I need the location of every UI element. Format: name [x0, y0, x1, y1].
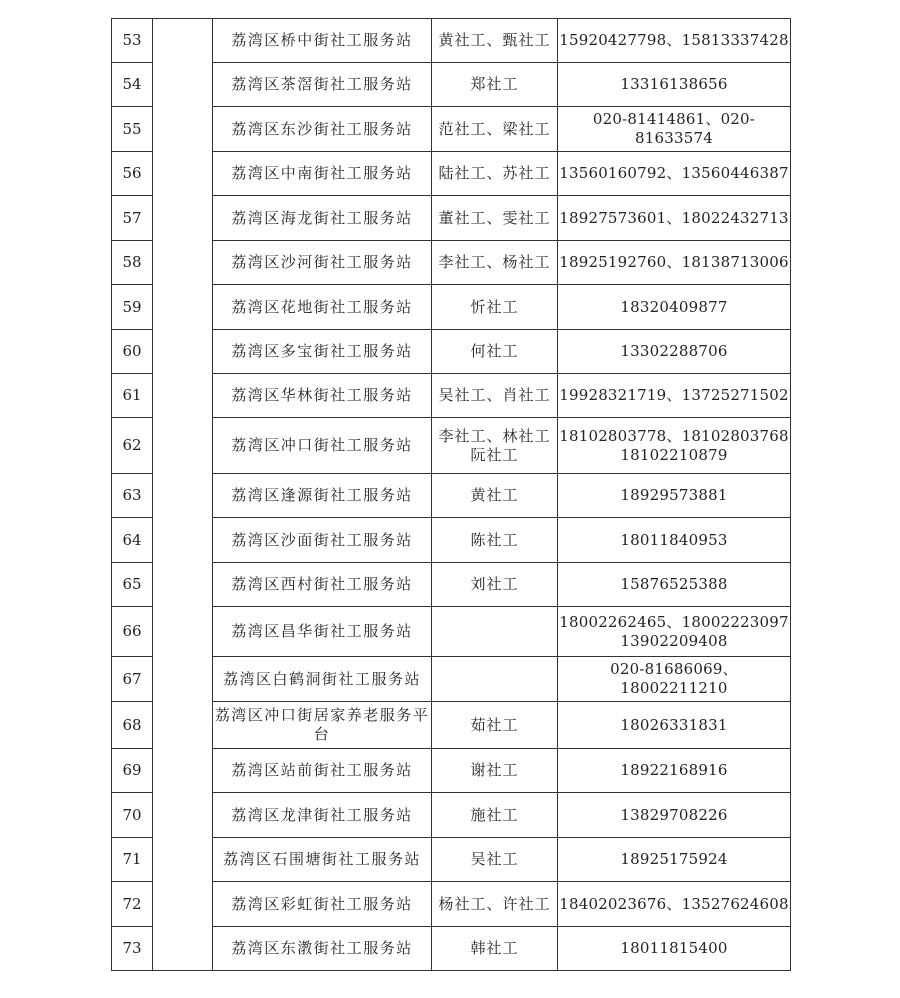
row-number: 58	[112, 241, 153, 285]
contact-phone-line: 18102803778、18102803768	[559, 426, 789, 445]
table-row	[112, 882, 791, 927]
contact-phone: 15920427798、15813337428	[558, 19, 791, 63]
social-worker	[432, 418, 558, 474]
station-name: 荔湾区花地街社工服务站	[213, 285, 432, 330]
station-name: 荔湾区白鹤洞街社工服务站	[213, 657, 432, 702]
table-row	[112, 241, 791, 285]
social-worker: 黄社工、甄社工	[432, 19, 558, 63]
row-number: 63	[112, 474, 153, 518]
row-number: 59	[112, 285, 153, 330]
station-name: 荔湾区东漖街社工服务站	[213, 927, 432, 971]
row-number: 70	[112, 793, 153, 838]
contact-phone: 18927573601、18022432713	[558, 196, 791, 241]
table-row	[112, 563, 791, 607]
social-worker: 吴社工	[432, 838, 558, 882]
social-worker: 陈社工	[432, 518, 558, 563]
social-worker: 何社工	[432, 330, 558, 374]
merged-district-cell	[153, 19, 213, 971]
social-worker: 陆社工、苏社工	[432, 152, 558, 196]
contact-phone: 18402023676、13527624608	[558, 882, 791, 927]
contact-phone: 18925192760、18138713006	[558, 241, 791, 285]
table-row	[112, 702, 791, 749]
row-number: 53	[112, 19, 153, 63]
table-row	[112, 838, 791, 882]
contact-phone: 18026331831	[558, 702, 791, 749]
social-worker: 韩社工	[432, 927, 558, 971]
table-row	[112, 793, 791, 838]
table-row	[112, 518, 791, 563]
social-worker-line: 李社工、林社工	[438, 426, 551, 445]
contact-phone: 18929573881	[558, 474, 791, 518]
contact-phone	[558, 418, 791, 474]
social-worker: 范社工、梁社工	[432, 107, 558, 152]
social-worker: 董社工、雯社工	[432, 196, 558, 241]
row-number: 72	[112, 882, 153, 927]
social-worker: 刘社工	[432, 563, 558, 607]
table-row	[112, 657, 791, 702]
table-row	[112, 927, 791, 971]
station-name: 荔湾区逢源街社工服务站	[213, 474, 432, 518]
social-worker: 茹社工	[432, 702, 558, 749]
social-worker: 杨社工、许社工	[432, 882, 558, 927]
social-worker: 郑社工	[432, 63, 558, 107]
station-name-line: 荔湾区冲口街居家养老服务平	[214, 706, 430, 724]
contact-phone: 18925175924	[558, 838, 791, 882]
social-work-station-table	[111, 18, 791, 971]
station-name-line: 台	[313, 725, 331, 743]
station-name: 荔湾区昌华街社工服务站	[213, 607, 432, 657]
station-name: 荔湾区华林街社工服务站	[213, 374, 432, 418]
table-row	[112, 374, 791, 418]
row-number: 64	[112, 518, 153, 563]
row-number: 66	[112, 607, 153, 657]
station-name: 荔湾区石围塘街社工服务站	[213, 838, 432, 882]
contact-phone	[558, 607, 791, 657]
contact-phone: 13560160792、13560446387	[558, 152, 791, 196]
station-name: 荔湾区桥中街社工服务站	[213, 19, 432, 63]
station-name: 荔湾区站前街社工服务站	[213, 749, 432, 793]
row-number: 56	[112, 152, 153, 196]
contact-phone-line: 13902209408	[620, 631, 728, 650]
social-worker: 谢社工	[432, 749, 558, 793]
row-number: 67	[112, 657, 153, 702]
social-worker: 忻社工	[432, 285, 558, 330]
row-number: 61	[112, 374, 153, 418]
table-row	[112, 285, 791, 330]
station-name: 荔湾区彩虹街社工服务站	[213, 882, 432, 927]
table-body	[112, 19, 791, 971]
contact-phone: 020-81414861、020-81633574	[558, 107, 791, 152]
table-row	[112, 152, 791, 196]
social-worker: 黄社工	[432, 474, 558, 518]
contact-phone: 020-81686069、18002211210	[558, 657, 791, 702]
contact-phone: 18922168916	[558, 749, 791, 793]
table-row	[112, 330, 791, 374]
row-number: 71	[112, 838, 153, 882]
station-name: 荔湾区龙津街社工服务站	[213, 793, 432, 838]
row-number: 60	[112, 330, 153, 374]
contact-phone-line: 18002262465、18002223097	[559, 612, 789, 631]
row-number: 65	[112, 563, 153, 607]
table-row	[112, 474, 791, 518]
row-number: 73	[112, 927, 153, 971]
row-number: 54	[112, 63, 153, 107]
row-number: 68	[112, 702, 153, 749]
station-name: 荔湾区多宝街社工服务站	[213, 330, 432, 374]
station-name: 荔湾区茶滘街社工服务站	[213, 63, 432, 107]
row-number: 55	[112, 107, 153, 152]
contact-phone: 13829708226	[558, 793, 791, 838]
social-worker: 吴社工、肖社工	[432, 374, 558, 418]
social-worker	[432, 607, 558, 657]
table-row	[112, 418, 791, 474]
station-name: 荔湾区东沙街社工服务站	[213, 107, 432, 152]
contact-phone-line: 18102210879	[620, 445, 728, 464]
social-worker-line: 阮社工	[470, 445, 519, 464]
station-name: 荔湾区沙河街社工服务站	[213, 241, 432, 285]
contact-phone: 19928321719、13725271502	[558, 374, 791, 418]
contact-phone: 13302288706	[558, 330, 791, 374]
table-row	[112, 19, 791, 63]
station-name	[213, 702, 432, 749]
table-row	[112, 107, 791, 152]
row-number: 57	[112, 196, 153, 241]
contact-phone: 18320409877	[558, 285, 791, 330]
social-worker: 李社工、杨社工	[432, 241, 558, 285]
table-row	[112, 749, 791, 793]
contact-phone: 15876525388	[558, 563, 791, 607]
contact-phone: 18011840953	[558, 518, 791, 563]
table-row	[112, 196, 791, 241]
row-number: 62	[112, 418, 153, 474]
social-worker: 施社工	[432, 793, 558, 838]
station-name: 荔湾区西村街社工服务站	[213, 563, 432, 607]
table-row	[112, 607, 791, 657]
contact-phone: 13316138656	[558, 63, 791, 107]
social-worker	[432, 657, 558, 702]
table-row	[112, 63, 791, 107]
station-name: 荔湾区中南街社工服务站	[213, 152, 432, 196]
station-name: 荔湾区冲口街社工服务站	[213, 418, 432, 474]
row-number: 69	[112, 749, 153, 793]
contact-phone: 18011815400	[558, 927, 791, 971]
station-name: 荔湾区沙面街社工服务站	[213, 518, 432, 563]
station-name: 荔湾区海龙街社工服务站	[213, 196, 432, 241]
